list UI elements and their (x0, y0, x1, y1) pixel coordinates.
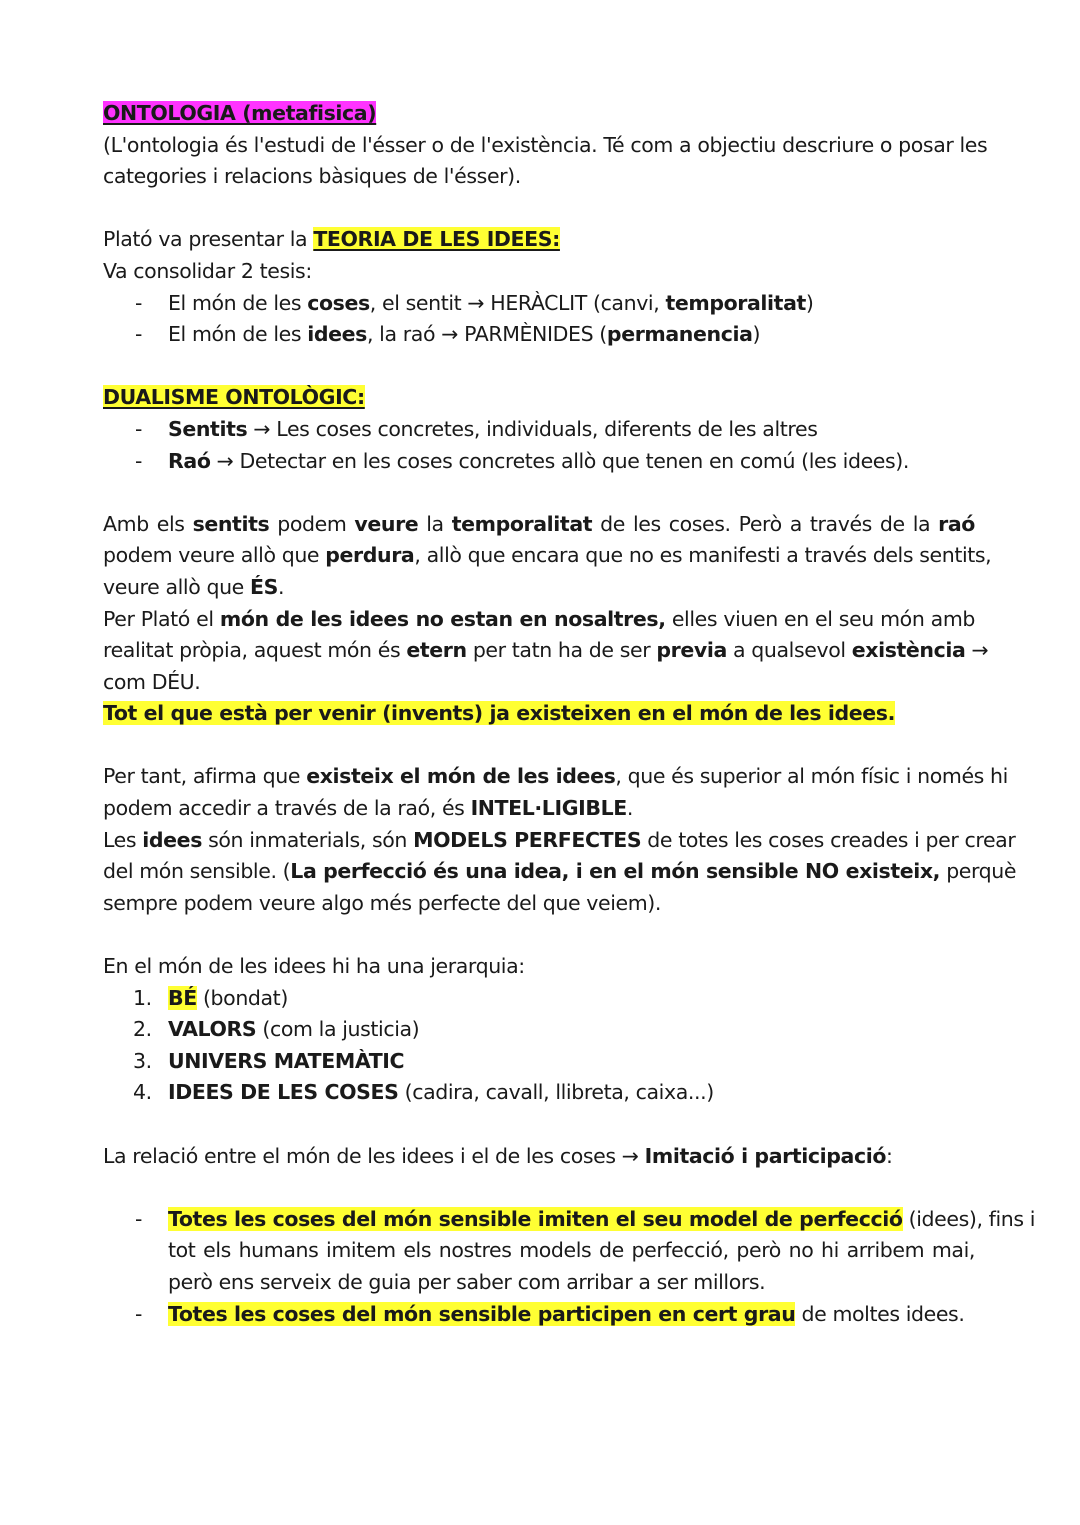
paragraph-line: sempre podem veure algo més perfecte del que veiem). (103, 890, 662, 915)
paragraph-line: podem accedir a través de la raó, és INTEL·LIGIBLE. (103, 796, 633, 821)
section-ontologia-heading-line (103, 98, 975, 130)
paragraph-line: del món sensible. (La perfecció és una idea, i en el món sensible NO existeix, perquè (103, 859, 1017, 884)
paragraph-line: Amb els sentits podem veure la temporalitat de les coses. Però a través de la raó (103, 511, 975, 536)
hierarchy-item: 2. VALORS (com la justicia) (133, 1017, 420, 1042)
teoria-intro-line: Plató va presentar la TEORIA DE LES IDEES: (103, 227, 560, 252)
paragraph-line: Per Plató el món de les idees no estan en nosaltres, elles viuen en el seu món amb (103, 606, 976, 631)
paragraph-line: podem veure allò que perdura, allò que encara que no es manifesti a través dels sentits, (103, 543, 992, 568)
section-title-teoria-idees: TEORIA DE LES IDEES: (313, 227, 560, 252)
section-title-ontologia: ONTOLOGIA (metafisica) (103, 101, 377, 125)
paragraph-line: com DÉU. (103, 669, 201, 694)
jerarquia-intro: En el món de les idees hi ha una jerarquia: (103, 954, 525, 979)
paragraph-line: Les idees són inmaterials, són MODELS PERFECTES de totes les coses creades i per crear (103, 827, 1016, 852)
relacio-intro: La relació entre el món de les idees i el de les coses → Imitació i participació: (103, 1143, 893, 1168)
relacio-item-continuation: tot els humans imitem els nostres models de perfecció, però no hi arribem mai, (168, 1238, 975, 1263)
document-page (103, 98, 1036, 1330)
relacio-item-participacio: - Totes les coses del món sensible participen en cert grau de moltes idees. (135, 1301, 965, 1326)
highlighted-statement-line (103, 698, 975, 730)
section-title-dualisme: DUALISME ONTOLÒGIC: (103, 385, 365, 410)
hierarchy-item: 3. UNIVERS MATEMÀTIC (133, 1048, 405, 1073)
thesis-item: - El món de les idees, la raó → PARMÈNIDES (permanencia) (135, 322, 761, 347)
hierarchy-item: 1. BÉ (bondat) (133, 985, 288, 1010)
consolidar-line: Va consolidar 2 tesis: (103, 258, 312, 283)
dualisme-heading-line (103, 382, 975, 414)
paragraph-line: Per tant, afirma que existeix el món de les idees, que és superior al món físic i només hi (103, 764, 1008, 789)
dualisme-item: - Sentits → Les coses concretes, individuals, diferents de les altres (135, 416, 818, 441)
dualisme-item: - Raó → Detectar en les coses concretes allò que tenen en comú (les idees). (135, 448, 909, 473)
relacio-item-imitacio: - Totes les coses del món sensible imiten el seu model de perfecció (idees), fins i (135, 1206, 1036, 1231)
hierarchy-item: 4. IDEES DE LES COSES (cadira, cavall, llibreta, caixa...) (133, 1080, 714, 1105)
thesis-item: - El món de les coses, el sentit → HERÀCLIT (canvi, temporalitat) (135, 290, 814, 315)
paragraph-line: veure allò que ÉS. (103, 574, 285, 599)
relacio-item-continuation: però ens serveix de guia per saber com arribar a ser millors. (168, 1269, 766, 1294)
definition-line-1: (L'ontologia és l'estudi de l'ésser o de l'existència. Té com a objectiu descriure o posar les (103, 132, 988, 157)
definition-line-2: categories i relacions bàsiques de l'ésser). (103, 164, 521, 189)
paragraph-line: realitat pròpia, aquest món és etern per tatn ha de ser previa a qualsevol existència → (103, 638, 989, 663)
highlighted-statement: Tot el que està per venir (invents) ja existeixen en el món de les idees. (103, 701, 895, 726)
